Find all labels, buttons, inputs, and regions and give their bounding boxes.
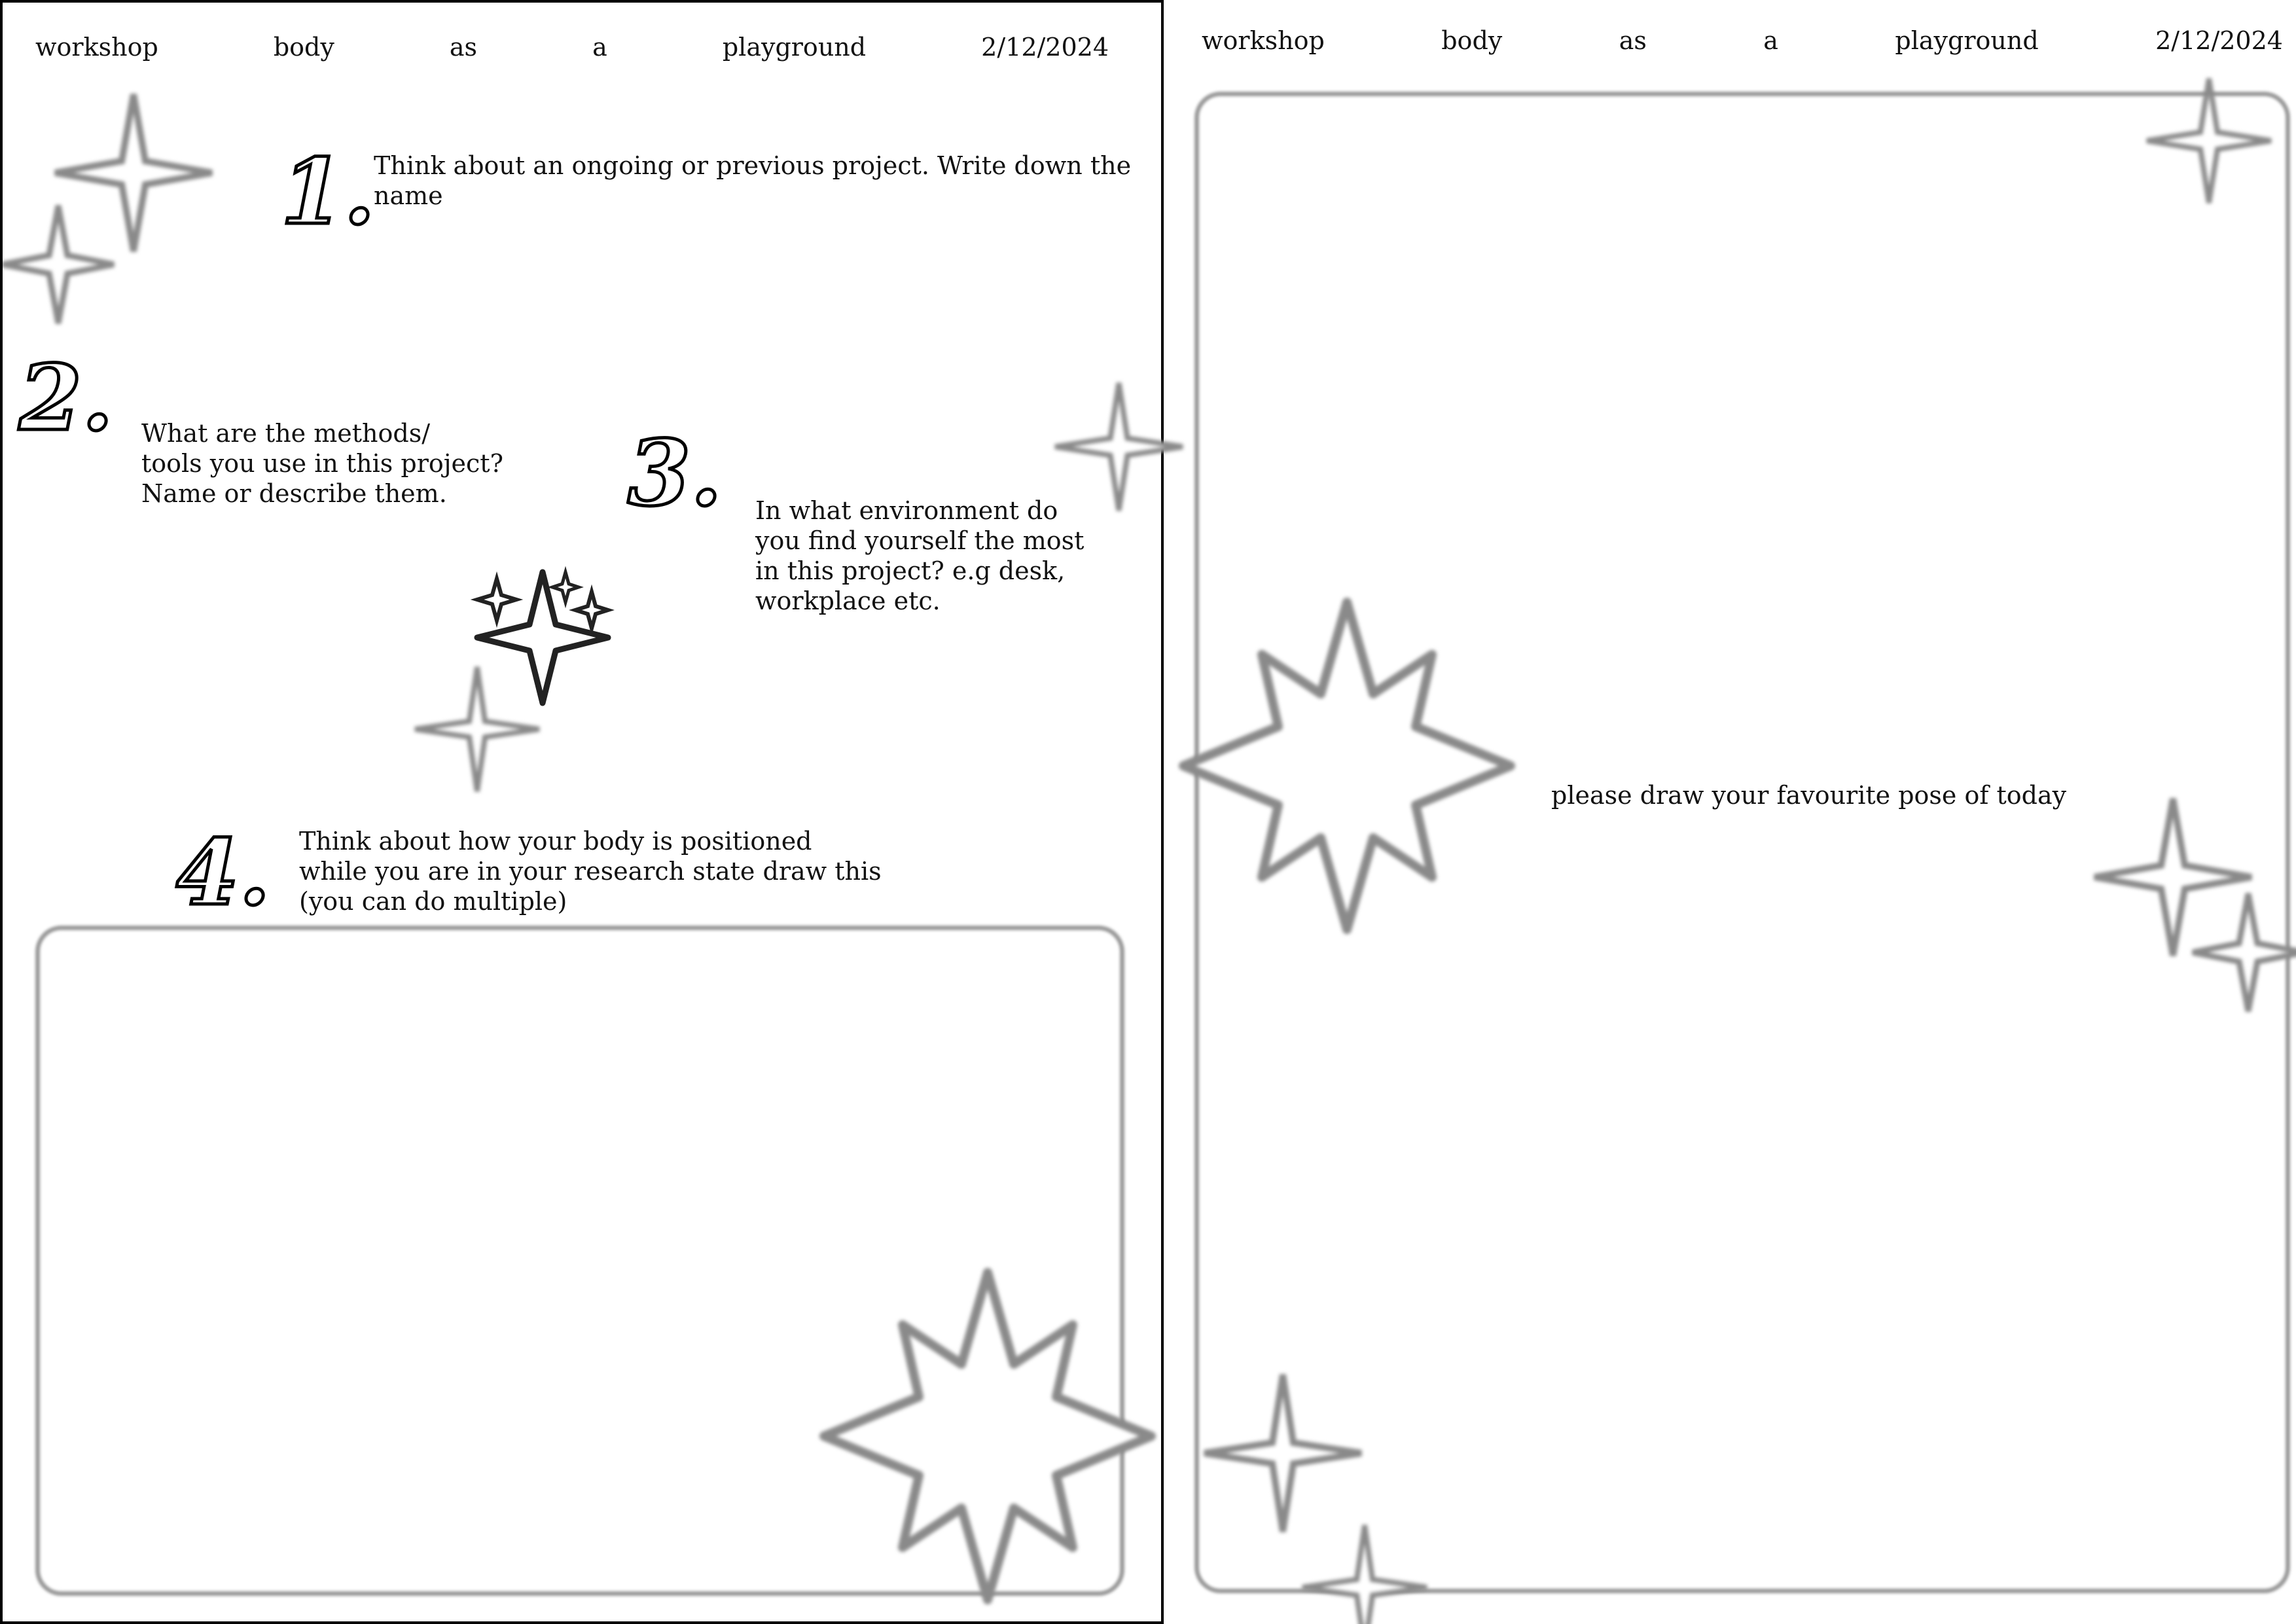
header-word: as xyxy=(449,33,478,62)
step-number-1: 1. xyxy=(281,138,376,245)
starburst-icon xyxy=(1183,602,1511,929)
sparkle-icon xyxy=(1055,383,1183,511)
header-word: body xyxy=(273,33,334,62)
header-word: a xyxy=(592,33,607,62)
header-word: a xyxy=(1763,26,1778,55)
sparkle-icon xyxy=(415,667,539,791)
step-number-4: 4. xyxy=(176,819,271,926)
sparkle-icon xyxy=(1302,1525,1427,1624)
header-word: workshop xyxy=(35,33,158,62)
step-4-prompt: Think about how your body is positioned while you are in your research state draw this (you can do multiple) xyxy=(299,827,882,916)
header-date: 2/12/2024 xyxy=(981,33,1109,62)
worksheet-page-right xyxy=(1165,0,2296,1624)
step-1-prompt: Think about an ongoing or previous project. Write down the name xyxy=(374,151,1132,210)
header-word: as xyxy=(1619,26,1647,55)
starburst-icon xyxy=(824,1272,1151,1600)
page-header xyxy=(35,33,1109,62)
header-word: body xyxy=(1441,26,1503,55)
header-word: playground xyxy=(722,33,867,62)
sparkle-icon xyxy=(2147,79,2271,203)
pose-prompt: please draw your favourite pose of today xyxy=(1551,781,2067,810)
step-2-prompt: What are the methods/ tools you use in this project? Name or describe them. xyxy=(141,419,503,508)
step-number-3: 3. xyxy=(628,420,723,526)
page-header xyxy=(1202,26,2283,55)
step-number-2: 2. xyxy=(19,344,114,451)
header-word: workshop xyxy=(1202,26,1325,55)
header-date: 2/12/2024 xyxy=(2155,26,2283,55)
sparkle-icon xyxy=(1204,1375,1361,1532)
sparkle-icon xyxy=(3,206,114,323)
sparkle-icon xyxy=(2193,893,2296,1011)
step-3-prompt: In what environment do you find yourself the most in this project? e.g desk, workplace etc. xyxy=(755,496,1085,615)
header-word: playground xyxy=(1895,26,2039,55)
